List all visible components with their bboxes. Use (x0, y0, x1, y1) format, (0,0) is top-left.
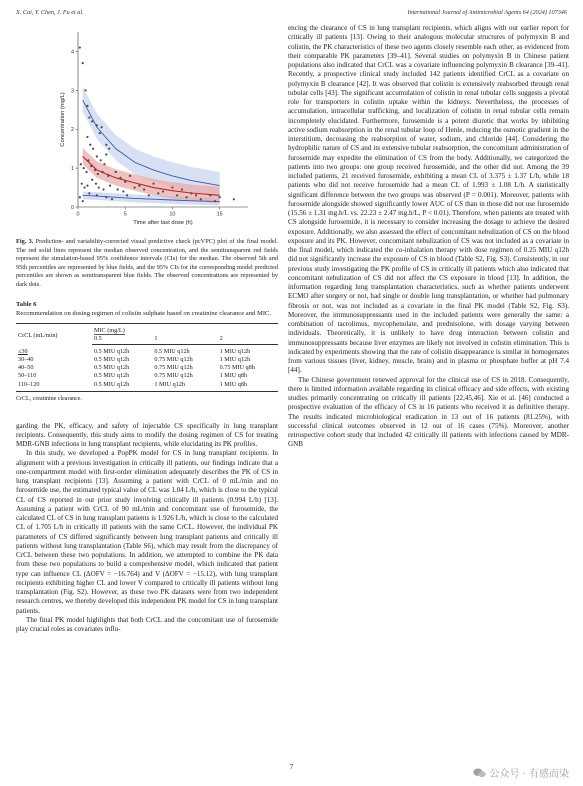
table-cell: 1 MIU q12h (152, 380, 217, 391)
observed-point (101, 171, 103, 173)
table-cell: 0.5 MIU q12h (154, 347, 190, 355)
paragraph: The final PK model highlights that both CrCL and the concomitant use of furosemide play crucial roles as covariates influ- (16, 615, 278, 633)
left-body-text (16, 422, 278, 635)
paragraph: encing the clearance of CS in lung transplant recipients, which aligns with our earlier report for critically ill patients [13]. Owing to their analogous molecular structures of polymyxin B and colistin, the PK characteristics of these two agents closely resemble each other, as evidenced from their comparable PK parameters [39–41]. Several studies on polymyxin B in Chinese patient populations also indicated that CrCL was a covariate influencing polymyxin B clearance [39–41]. Recently, a prospective clinical study included 142 patients identified CrCL as a covariate on polymyxin B clearance [42]. It was observed that colistin is extensively reabsorbed through renal tubular cells [43]. The significant accumulation of colistin in renal tubular cells suggests a pivotal role for transporters in colistin uptake within the kidneys. Nevertheless, the processes of accumulation, intracellular trafficking, and localization of colistin in renal tubular cells remain incompletely elucidated. Furthermore, furosemide is a potent diuretic that works by inhibiting active sodium reabsorption in the renal tubular loop of Henle, reducing the osmotic gradient in the interstitium, decreasing the reabsorption of water, sodium, and chloride [44]. Considering the hydrophilic nature of CS and its extensive tubular reabsorption, the concomitant administration of furosemide may expedite the elimination of CS from the body. Additionally, we categorized the patients into two groups: one group received furosemide, and the other did not. Among the 39 included patients, 21 received furosemide, exhibiting a mean CL of 3.375 ± 1.37 L/h, while 18 patients who did not receive furosemide had a mean CL of 1.993 ± 1.08 L/h. A statistically significant difference between the two groups was observed (P = 0.001). Moreover, patients with furosemide alongside showed significantly lower AUC of CS than in those did not use furosemide (15.56 ± 1.31 mg.h/L vs. 22.23 ± 2.47 mg.h/L, P < 0.01). Therefore, when patients are treated with CS alongside furosemide, it is necessary to consider increasing the dosage to achieve the desired exposure. Additionally, we also assessed the effect of concomitant nebulization of CS on the blood exposure and its PK. However, concomitant nebulization of CS was not included as a covariate in the final model, which indicated the co-inhalation therapy with dose regimen of 0.25 MIU q12h did not significantly increase the exposure of CS in blood (Table S2, Fig. S3). Consistently, in our previous study investigating the PK profile of CS in critically ill patients which also indicated that concomitant nebulization of CS did not affect the CS exposure in blood [13]. In addition, the information regarding lung transplantation characteristics, such as whether patients underwent ECMO after surgery or not, had single or double lung transplantation, or whether had pulmonary fibrosis or not, was not included as a covariate in the final PK model (Table S2, Fig. S3). Moreover, the immunosuppressants used in the included patients were generally the same: a combination of tacrolimus, mycophenolate, and prednisolone, with dosage varying between individuals. Theoretically, it is unlikely to have drug interaction between colistin and immunosuppressants because liver enzymes are likely not involved in colistin elimination. This is indicated by experiments showing that the rate of colistin disappearance is similar in homogenates from various tissues (liver, kidney, muscle, brain) and in plasma or phosphate buffer at pH 7.4 [44]. (288, 24, 569, 375)
table-row (16, 355, 278, 363)
observed-point (200, 198, 202, 200)
observed-point (102, 188, 104, 190)
observed-point (79, 46, 81, 48)
observed-point (94, 169, 96, 171)
observed-point (105, 196, 107, 198)
observed-point (92, 148, 94, 150)
x-tick-label: 0 (76, 211, 80, 218)
table-row (16, 344, 278, 355)
observed-point (124, 181, 126, 183)
observed-point (190, 192, 192, 194)
observed-point (108, 148, 110, 150)
observed-point (117, 188, 119, 190)
observed-point (96, 155, 98, 157)
table-title-block (16, 300, 278, 318)
figure-caption-label: Fig. 3. (16, 238, 34, 245)
observed-point (171, 186, 173, 188)
table-cell: 0.5 MIU q12h (94, 372, 130, 380)
table-cell: 0.75 MIU q12h (154, 364, 193, 372)
observed-point (157, 192, 159, 194)
observed-point (186, 196, 188, 198)
y-tick-label: 3 (70, 88, 74, 95)
table-cell: 1 MIU q8h (219, 372, 248, 380)
observed-point (81, 183, 83, 185)
observed-point (84, 89, 86, 91)
dosing-table (16, 323, 278, 392)
table-cell: 0.5 MIU q12h (94, 355, 130, 363)
figure-3 (16, 24, 278, 236)
paragraph: The Chinese government renewed approval for the clinical use of CS in 2018. Consequently, there is limited information available regarding its clinical efficacy and side effects, with existing studies primarily concentrating on critically ill patients [22,45,46]. Xie et al. [46] conducted a prospective evaluation of the efficacy of CS in 16 patients who received it as definitive therapy. The results indicated microbiological eradication in 13 out of 16 patients (81.25%), with successful clinical outcomes observed in 12 out of 16 cases (75%). Moreover, another retrospective cohort study that included 42 critically ill patients with infections caused by MDR-GNB (288, 375, 569, 449)
observed-point (82, 62, 84, 64)
observed-point (86, 105, 88, 107)
observed-point (219, 196, 221, 198)
table-cell: 1 MIU q12h (219, 355, 251, 363)
x-tick-label: 5 (123, 211, 127, 218)
observed-point (80, 163, 82, 165)
observed-point (134, 186, 136, 188)
table-label: Table 6 (16, 300, 37, 308)
observed-point (214, 200, 216, 202)
table-header-mic-1: 1 (152, 334, 217, 344)
observed-point (79, 196, 81, 198)
observed-point (97, 173, 99, 175)
wechat-icon (473, 768, 486, 778)
figure-caption (16, 238, 278, 290)
observed-point (162, 190, 164, 192)
observed-point (122, 190, 124, 192)
table-cell: 50–110 (18, 372, 37, 380)
observed-point (88, 192, 90, 194)
page-number: 7 (289, 763, 294, 771)
y-tick-label: 1 (70, 166, 74, 173)
table-cell: 30–40 (18, 355, 34, 363)
y-axis-label: Concentration (mg/L) (60, 92, 66, 147)
observed-point (126, 194, 128, 196)
figure-caption-text: Prediction- and variability-corrected visual predictive check (pcVPC) plot of the final model. The red solid lines represent the median observed concentration, and the semitransparent red fields represent the simulation-based 95% confidence intervals (CIs) for the median. The observed 5th and 95th percentiles are represented by blue fields, and the 95% CIs for the corresponding model predicted percentiles are shown as semitransparent blue fields. The observed concentrations are represented by dark dots. (16, 238, 278, 288)
table-header-mic-2: 2 (218, 334, 278, 344)
table-header-crcl: CrCL (mL/min) (16, 323, 92, 344)
observed-point (195, 194, 197, 196)
observed-point (176, 194, 178, 196)
observed-point (90, 165, 92, 167)
y-tick-label: 4 (70, 49, 74, 56)
table-cell: 0.5 MIU q12h (94, 364, 130, 372)
left-column (16, 24, 278, 634)
observed-point (107, 175, 109, 177)
table-header-mic-0: 0.5 (92, 334, 152, 344)
observed-point (100, 159, 102, 161)
observed-point (105, 144, 107, 146)
observed-point (111, 198, 113, 200)
table-title: Recommendation on dosing regimen of colistin sulphate based on creatinine clearance and MIC. (16, 309, 272, 317)
observed-point (138, 185, 140, 187)
x-tick-label: 10 (169, 211, 176, 218)
observed-point (105, 153, 107, 155)
paragraph: garding the PK, efficacy, and safety of injectable CS specifically in lung transplant recipients. Consequently, this study aims to modify the dosing regimen of CS for treating MDR-GNB infections in lung transplant recipients, while elucidating its PK profiles. (16, 421, 278, 448)
table-footnote: CrCL, creatinine clearance. (16, 395, 82, 402)
observed-point (87, 159, 89, 161)
observed-point (91, 120, 93, 122)
observed-point (115, 171, 117, 173)
observed-point (233, 198, 235, 200)
header-journal: International Journal of Antimicrobial Agents 64 (2024) 107346 (407, 9, 567, 16)
observed-point (91, 179, 93, 181)
table-cell: 0.75 MIU q8h (219, 364, 255, 372)
observed-point (103, 163, 105, 165)
paragraph: In this study, we developed a PopPK model for CS in lung transplant recipients. In alignment with a previous investigation in critically ill patients, our findings indicate that a one-compartment model with first-order elimination adequately describes the PK of CS in lung transplant recipients [13]. Assuming a patient with CrCL of 0 mL/min and no furosemide use, the estimated typical value of CL was 1.04 L/h, which is close to the typical CL of CS reported in our prior study involving critically ill patients (0.994 L/h) [13]. Assuming a patient with CrCL of 90 mL/min and concomitant use of furosemide, the calculated CL of CS in lung transplant patients is 1.926 L/h, which is close to the calculated CL of 1.705 L/h in critically ill patients with the same CrCL. However, the individual PK parameters of CS differed significantly between lung transplant patients and critically ill patients without lung transplantation (Table S6), which may result from the discrepancy of CrCL between these two populations. In addition, we attempted to combine the PK data from these two populations to build a comprehensive model, which indicated that patient type can influence CL (ΔOFV = −16.764) and V (ΔOFV = −15.12), with lung transplant recipients exhibiting higher CL and lower V compared to critically ill patients without lung transplantation (Fig. S2). However, as these two PK datasets were from two independent research centres, we thereby developed this independent PK model for CS in lung transplant patients. (16, 449, 279, 615)
table-cell: ≤30 (18, 347, 28, 355)
observed-point (88, 116, 90, 118)
observed-point (129, 175, 131, 177)
table-cell: 110–120 (16, 380, 92, 391)
table-cell: 0.75 MIU q12h (154, 355, 193, 363)
right-column (288, 24, 569, 450)
y-tick-label: 0 (70, 205, 74, 211)
table-row (16, 380, 278, 391)
table-cell: 1 MIU q12h (219, 347, 251, 355)
observed-point (84, 186, 86, 188)
watermark (473, 765, 569, 780)
observed-point (148, 194, 150, 196)
observed-point (95, 183, 97, 185)
vpc-plot (16, 24, 278, 236)
table-cell: 0.5 MIU q12h (94, 347, 130, 355)
observed-point (89, 144, 91, 146)
table-cell: 1 MIU q8h (218, 380, 278, 391)
observed-point (83, 167, 85, 169)
observed-point (96, 124, 98, 126)
observed-point (86, 136, 88, 138)
table-row (16, 364, 278, 372)
observed-point (181, 188, 183, 190)
y-tick-label: 2 (70, 127, 74, 134)
observed-point (101, 126, 103, 128)
x-tick-label: 15 (216, 211, 223, 218)
observed-point (85, 171, 87, 173)
observed-point (82, 200, 84, 202)
observed-point (96, 194, 98, 196)
observed-point (119, 177, 121, 179)
observed-point (109, 185, 111, 187)
observed-point (143, 188, 145, 190)
observed-point (209, 194, 211, 196)
observed-point (98, 186, 100, 188)
observed-point (152, 183, 154, 185)
observed-point (99, 132, 101, 134)
table-cell: 0.5 MIU q12h (92, 380, 152, 391)
table-cell: 40–50 (18, 364, 34, 372)
observed-point (86, 185, 88, 187)
header-authors: X. Cai, Y. Chen, J. Fu et al. (16, 9, 84, 16)
table-header-mic: MIC (mg/L) (92, 323, 278, 334)
x-axis-label: Time after last dose (h) (133, 220, 193, 226)
watermark-text: 公众号 · 有感而染 (489, 769, 569, 780)
table-row (16, 372, 278, 380)
table-cell: 0.75 MIU q12h (154, 372, 193, 380)
